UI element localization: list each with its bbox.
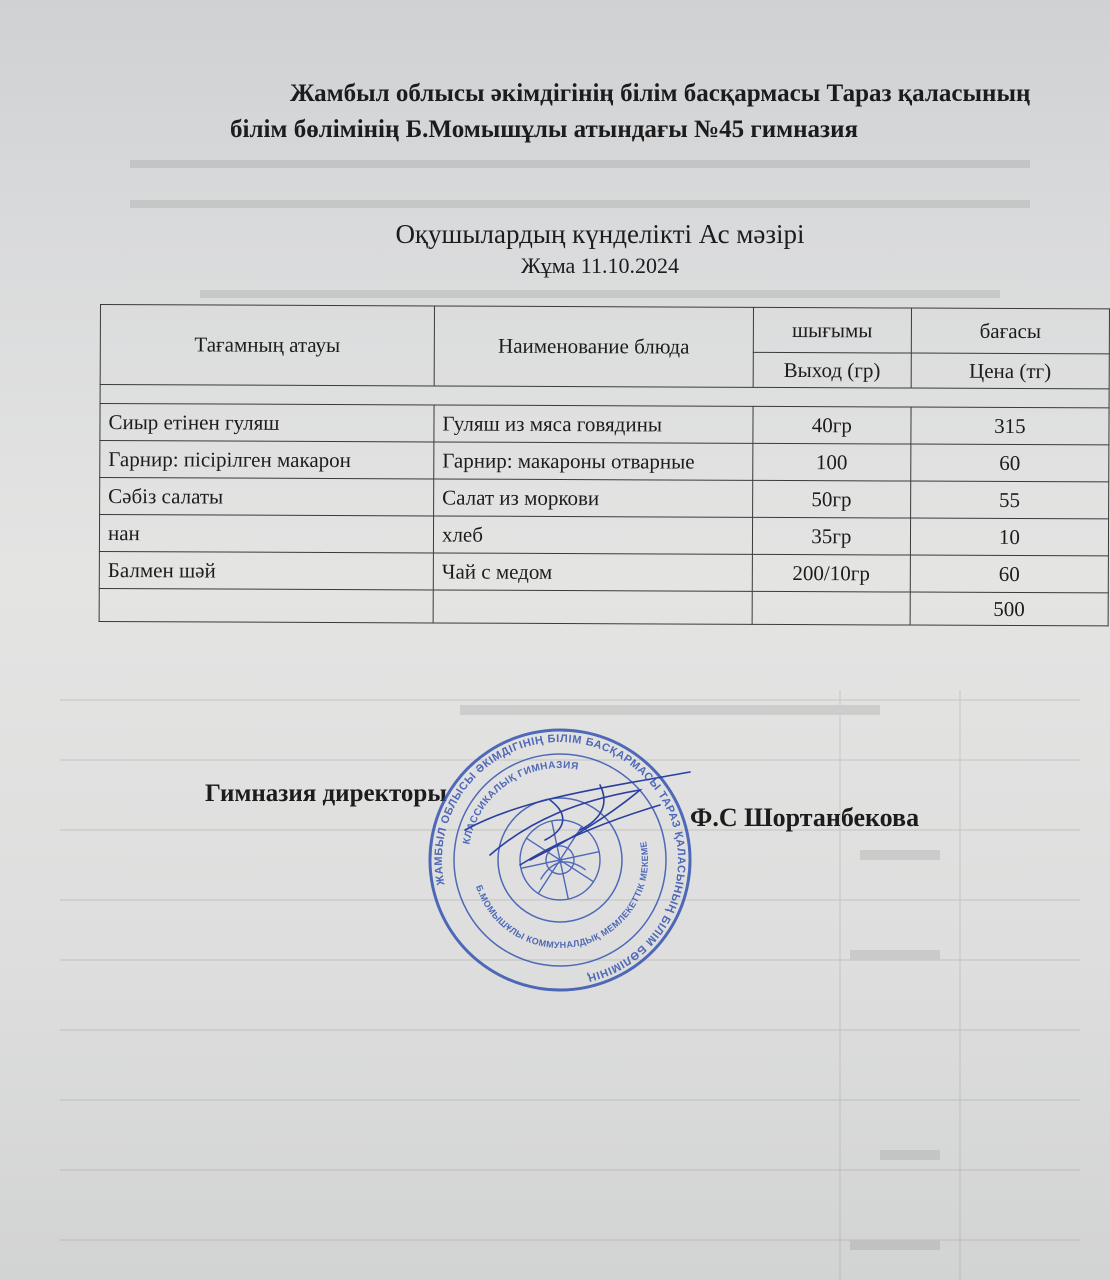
dish-price: 10 (910, 518, 1108, 556)
header-price-kz: бағасы (911, 308, 1109, 354)
dish-name-kz: Сиыр етінен гуляш (100, 404, 434, 442)
header-line-1: Жамбыл облысы әкімдігінің білім басқармасы Тараз қаласының (290, 80, 1031, 107)
header-line-2: білім бөлімінің Б.Момышұлы атындағы №45 гимназия (230, 116, 859, 143)
dish-name-kz: Сәбіз салаты (100, 478, 434, 516)
dish-name-ru: Салат из моркови (434, 479, 753, 517)
dish-yield: 100 (753, 443, 911, 481)
stamp-bottom-text: Б.МОМЫШҰЛЫ КОММУНАЛДЫҚ МЕМЛЕКЕТТІК МЕКЕМЕСІ (474, 840, 651, 951)
table-header-row (100, 305, 1109, 354)
menu-date: Жұма 11.10.2024 (521, 253, 679, 278)
header-yield-kz: шығымы (753, 307, 911, 353)
dish-price: 60 (910, 555, 1108, 593)
dish-name-kz: нан (99, 515, 433, 553)
document-header (150, 76, 1110, 148)
dish-yield: 35гр (752, 517, 910, 555)
dish-yield: 50гр (752, 480, 910, 518)
dish-name-ru: Гарнир: макароны отварные (434, 442, 753, 480)
table-total-row (99, 588, 1108, 625)
dish-name-kz: Балмен шәй (99, 551, 433, 589)
table-row (100, 404, 1109, 445)
total-empty-cell (752, 591, 910, 625)
table-row (100, 441, 1109, 482)
dish-name-ru: Чай с медом (433, 553, 752, 591)
dish-yield: 40гр (753, 406, 911, 444)
header-price-ru: Цена (тг) (911, 353, 1109, 389)
table-row (100, 478, 1109, 519)
header-name-ru: Наименование блюда (434, 306, 753, 387)
total-empty-cell (433, 590, 752, 624)
total-empty-cell (99, 588, 433, 622)
header-name-kz: Тағамның атауы (100, 305, 434, 386)
dish-yield: 200/10гр (752, 554, 910, 592)
dish-name-ru: хлеб (433, 516, 752, 554)
dish-price: 60 (911, 444, 1109, 482)
dish-price: 315 (911, 407, 1109, 445)
table-row (99, 515, 1108, 556)
dish-name-ru: Гуляш из мяса говядины (434, 405, 753, 443)
director-signature (460, 760, 700, 880)
menu-title: Оқушылардың күнделікті Ас мәзірі (395, 219, 805, 249)
dish-name-kz: Гарнир: пісірілген макарон (100, 441, 434, 479)
stamp-inner-text: КЛАССИКАЛЫҚ ГИМНАЗИЯ (461, 759, 580, 846)
table-row (99, 551, 1108, 592)
menu-table (99, 304, 1110, 626)
director-name: Ф.С Шортанбекова (690, 803, 920, 832)
director-label: Гимназия директоры (205, 780, 447, 807)
dish-price: 55 (910, 481, 1108, 519)
total-price: 500 (910, 592, 1108, 626)
header-yield-ru: Выход (гр) (753, 352, 911, 388)
stamp-outer-text: ЖАМБЫЛ ОБЛЫСЫ ӘКІМДІГІНІҢ БІЛІМ БАСҚАРМАСЫ ТАРАЗ ҚАЛАСЫНЫҢ БІЛІМ БӨЛІМІНІҢ (432, 732, 688, 984)
